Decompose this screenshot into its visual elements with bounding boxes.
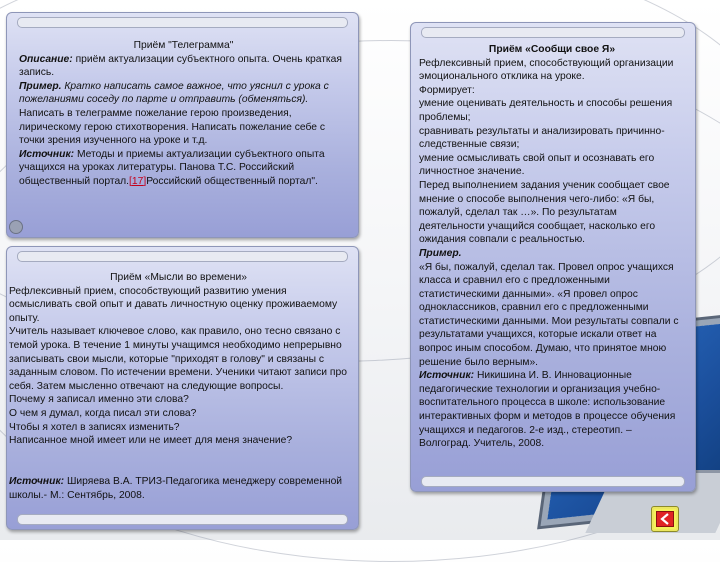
- question-item: Написанное мной имеет или не имеет для меня значение?: [9, 435, 293, 447]
- intro-text: Рефлексивный прием, способствующий развитию умения осмысливать свой опыт и давать личностную оценку проживаемому опыту.: [9, 285, 338, 324]
- scroll-top-edge: [17, 251, 348, 262]
- scroll-curl: [9, 220, 23, 234]
- question-item: Чтобы я хотел в записях изменить?: [9, 421, 180, 433]
- text-line: сравнивать результаты и анализировать причинно-следственные связи;: [419, 125, 665, 151]
- example-label: Пример.: [419, 247, 462, 259]
- question-item: О чем я думал, когда писал эти слова?: [9, 407, 197, 419]
- thoughts-in-time-card: [6, 246, 359, 530]
- text-line: умение осмысливать свой опыт и осознавать его личностное значение.: [419, 152, 655, 178]
- source: Источник: Никишина И. В. Инновационные педагогические технологии и организация учебно-воспитательного процесса в школе: использование интерактивных форм и методов в процессе обучения учащихся и педагогов. 2-е изд., стереотип. – Волгоград. Учитель, 2008.: [419, 370, 676, 450]
- reference-link[interactable]: [17]: [129, 175, 147, 187]
- card-title: Приём «Мысли во времени»: [110, 272, 247, 283]
- source: Источник: Ширяева В.А. ТРИЗ-Педагогика менеджеру современной школы.- М.: Сентябрь, 2008.: [9, 475, 343, 501]
- back-button[interactable]: [651, 506, 679, 532]
- source: Источник: Методы и приемы актуализации субъектного опыта учащихся на уроках литературы. Панова Т.С. Российский общественный портал.[17]Российский общественный портал".: [19, 148, 325, 187]
- text-line: «Я бы, пожалуй, сделал так. Провел опрос учащихся класса и сравнил его с предложенными статистическими данными». «Я провел опрос одноклассников, сравнил его с предложенными статистическими данными. Мои результаты совпали с результатами учащихся, которые искали ответ на вопрос иным способом. Думаю, что принятое мною решение было верным».: [419, 261, 679, 368]
- question-item: Почему я записал именно эти слова?: [9, 394, 189, 406]
- back-arrow-icon: [656, 511, 674, 527]
- card-title: Приём «Сообщи свое Я»: [488, 44, 616, 55]
- telegram-technique-card: [6, 12, 359, 238]
- text-line: Перед выполнением задания ученик сообщает свое мнение о способе выполнения чего-либо: «Я бы, пожалуй, сделал так …». По результатам деятельности учащийся сообщает, насколько его ожидания совпали с реальностью.: [419, 179, 670, 246]
- scroll-bottom-edge: [421, 476, 685, 487]
- scroll-top-edge: [421, 27, 685, 38]
- example: Пример. Кратко написать самое важное, что уяснил с урока с пожеланиями соседу по парте и отправить (обменяться). Написать в телеграмме пожелание герою произведения, лирическому герою стихотворения. Написать пожелание себе с точки зрения изученного на уроке и т.д.: [19, 80, 329, 147]
- scroll-top-edge: [17, 17, 348, 28]
- instructions-text: Учитель называет ключевое слово, как правило, оно тесно связано с темой урока. В течение 1 минуты учащимся необходимо непрерывно записывать свои мысли, которые "приходят в голову" и связаны с заданным словом. По истечении времени. Ученики читают записи про себя. Затем мысленно отвечают на следующие вопросы.: [9, 326, 347, 392]
- share-your-self-card: [410, 22, 696, 492]
- text-line: Рефлексивный прием, способствующий организации эмоционального отклика на уроке.: [419, 57, 674, 83]
- text-line: умение оценивать деятельность и способы решения проблемы;: [419, 98, 673, 123]
- text-line: Формирует:: [419, 84, 475, 96]
- card-title: Приём "Телеграмма": [133, 40, 234, 51]
- scroll-bottom-edge: [17, 514, 348, 525]
- description: Описание: приём актуализации субъектного опыта. Очень краткая запись.: [19, 53, 342, 79]
